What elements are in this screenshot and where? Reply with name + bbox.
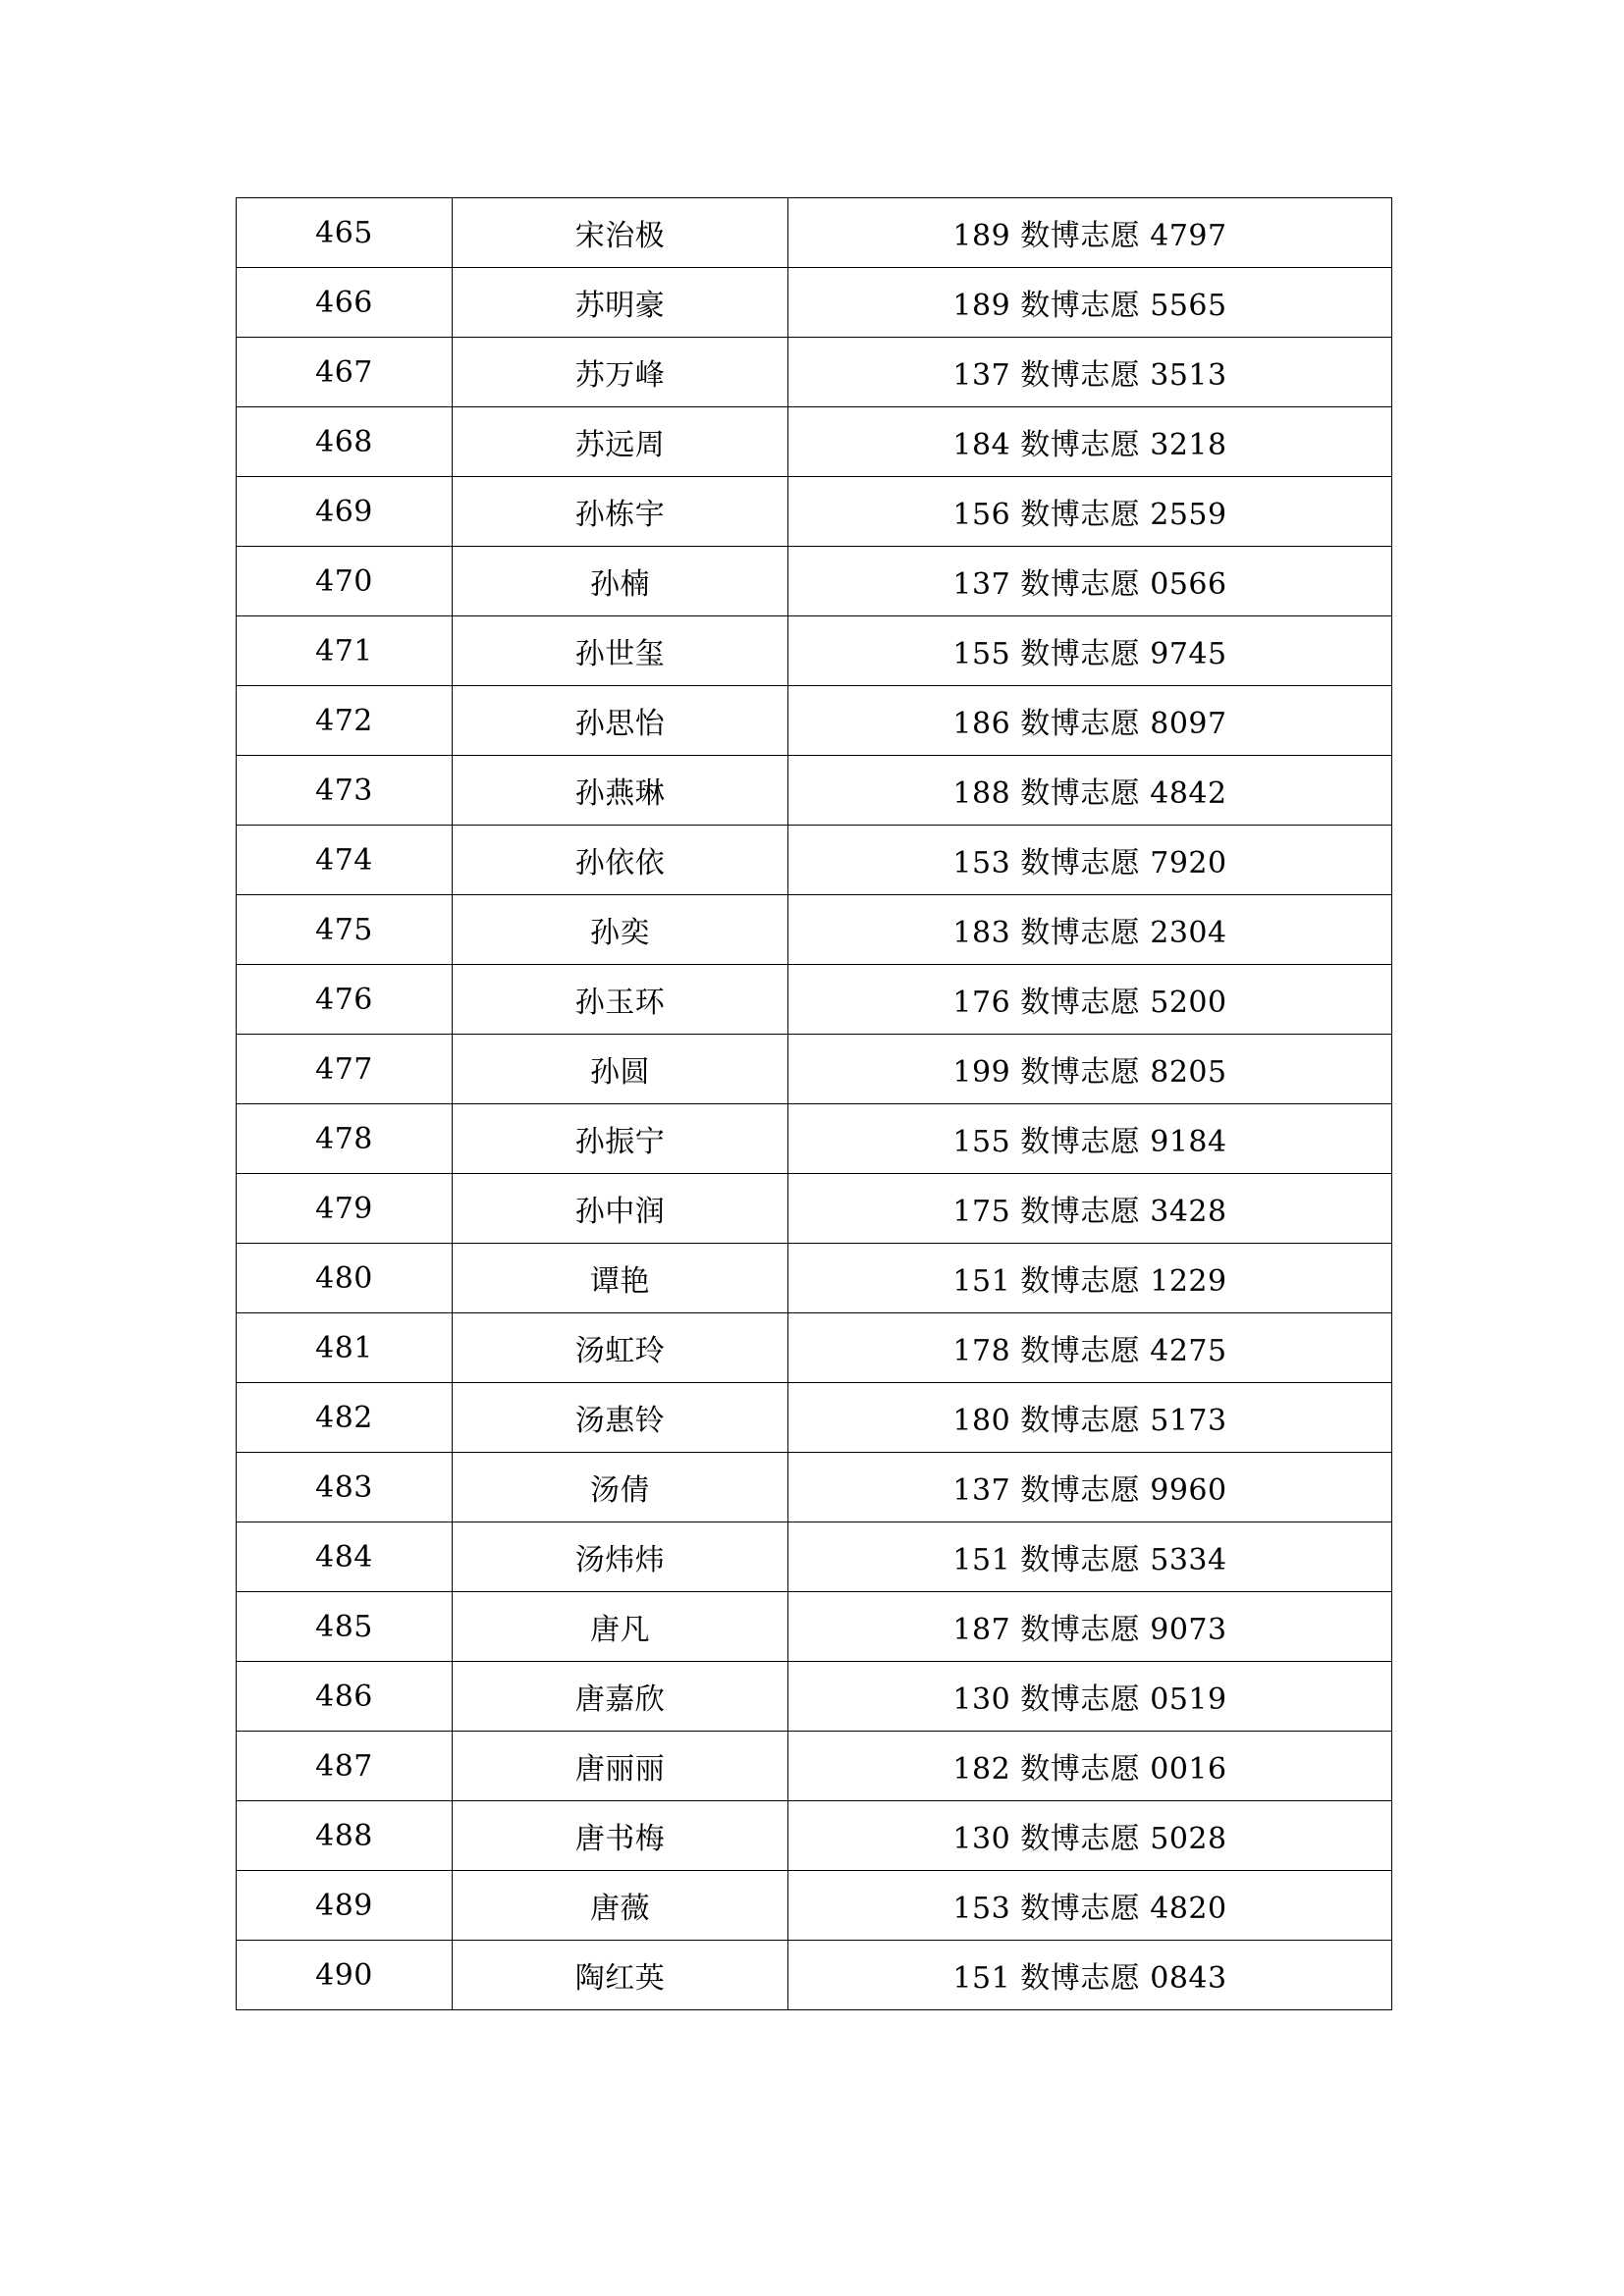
volunteer-name: 汤惠铃 bbox=[453, 1383, 788, 1453]
volunteer-code: 151 数博志愿 0843 bbox=[788, 1941, 1392, 2010]
table-row bbox=[237, 1941, 1392, 2010]
volunteer-code: 186 数博志愿 8097 bbox=[788, 686, 1392, 756]
volunteer-code: 189 数博志愿 5565 bbox=[788, 268, 1392, 338]
row-number: 479 bbox=[237, 1174, 453, 1244]
row-number: 471 bbox=[237, 616, 453, 686]
row-number: 489 bbox=[237, 1871, 453, 1941]
volunteer-name: 孙中润 bbox=[453, 1174, 788, 1244]
row-number: 472 bbox=[237, 686, 453, 756]
volunteer-name: 唐薇 bbox=[453, 1871, 788, 1941]
row-number: 480 bbox=[237, 1244, 453, 1313]
volunteer-name: 苏万峰 bbox=[453, 338, 788, 407]
row-number: 484 bbox=[237, 1522, 453, 1592]
volunteer-name: 汤虹玲 bbox=[453, 1313, 788, 1383]
table-row bbox=[237, 1453, 1392, 1522]
volunteer-code: 137 数博志愿 0566 bbox=[788, 547, 1392, 616]
volunteer-name: 孙燕琳 bbox=[453, 756, 788, 826]
volunteer-code: 130 数博志愿 5028 bbox=[788, 1801, 1392, 1871]
volunteer-name: 唐嘉欣 bbox=[453, 1662, 788, 1732]
volunteer-code: 189 数博志愿 4797 bbox=[788, 198, 1392, 268]
volunteer-code: 184 数博志愿 3218 bbox=[788, 407, 1392, 477]
volunteer-code: 153 数博志愿 4820 bbox=[788, 1871, 1392, 1941]
volunteer-name: 宋治极 bbox=[453, 198, 788, 268]
volunteer-name: 唐书梅 bbox=[453, 1801, 788, 1871]
volunteer-code: 180 数博志愿 5173 bbox=[788, 1383, 1392, 1453]
row-number: 488 bbox=[237, 1801, 453, 1871]
volunteer-name: 孙圆 bbox=[453, 1035, 788, 1104]
volunteer-name: 孙依依 bbox=[453, 826, 788, 895]
row-number: 477 bbox=[237, 1035, 453, 1104]
table-row bbox=[237, 1383, 1392, 1453]
row-number: 470 bbox=[237, 547, 453, 616]
volunteer-code: 183 数博志愿 2304 bbox=[788, 895, 1392, 965]
row-number: 486 bbox=[237, 1662, 453, 1732]
row-number: 490 bbox=[237, 1941, 453, 2010]
row-number: 476 bbox=[237, 965, 453, 1035]
table-row bbox=[237, 407, 1392, 477]
volunteer-code: 151 数博志愿 5334 bbox=[788, 1522, 1392, 1592]
volunteer-name: 孙玉环 bbox=[453, 965, 788, 1035]
volunteer-code: 199 数博志愿 8205 bbox=[788, 1035, 1392, 1104]
volunteer-code: 178 数博志愿 4275 bbox=[788, 1313, 1392, 1383]
row-number: 473 bbox=[237, 756, 453, 826]
volunteer-code: 156 数博志愿 2559 bbox=[788, 477, 1392, 547]
table-row bbox=[237, 1035, 1392, 1104]
table-row bbox=[237, 1174, 1392, 1244]
row-number: 468 bbox=[237, 407, 453, 477]
table-body bbox=[237, 198, 1392, 2010]
volunteer-code: 176 数博志愿 5200 bbox=[788, 965, 1392, 1035]
row-number: 483 bbox=[237, 1453, 453, 1522]
volunteer-code: 153 数博志愿 7920 bbox=[788, 826, 1392, 895]
volunteer-code: 175 数博志愿 3428 bbox=[788, 1174, 1392, 1244]
table-row bbox=[237, 1313, 1392, 1383]
row-number: 481 bbox=[237, 1313, 453, 1383]
table-row bbox=[237, 547, 1392, 616]
row-number: 466 bbox=[237, 268, 453, 338]
table-row bbox=[237, 1592, 1392, 1662]
volunteer-name: 孙栋宇 bbox=[453, 477, 788, 547]
table-row bbox=[237, 616, 1392, 686]
row-number: 475 bbox=[237, 895, 453, 965]
volunteer-name: 孙振宁 bbox=[453, 1104, 788, 1174]
volunteer-name: 汤倩 bbox=[453, 1453, 788, 1522]
table-row bbox=[237, 1522, 1392, 1592]
row-number: 467 bbox=[237, 338, 453, 407]
volunteer-code: 182 数博志愿 0016 bbox=[788, 1732, 1392, 1801]
volunteer-name: 汤炜炜 bbox=[453, 1522, 788, 1592]
volunteer-name: 孙世玺 bbox=[453, 616, 788, 686]
volunteer-code: 137 数博志愿 9960 bbox=[788, 1453, 1392, 1522]
volunteer-code: 151 数博志愿 1229 bbox=[788, 1244, 1392, 1313]
table-row bbox=[237, 268, 1392, 338]
volunteer-table bbox=[236, 197, 1392, 2010]
table-row bbox=[237, 338, 1392, 407]
row-number: 482 bbox=[237, 1383, 453, 1453]
table-row bbox=[237, 198, 1392, 268]
table-row bbox=[237, 1104, 1392, 1174]
table-row bbox=[237, 1801, 1392, 1871]
table-row bbox=[237, 1732, 1392, 1801]
volunteer-name: 苏明豪 bbox=[453, 268, 788, 338]
volunteer-name: 孙奕 bbox=[453, 895, 788, 965]
volunteer-name: 孙楠 bbox=[453, 547, 788, 616]
table-row bbox=[237, 1871, 1392, 1941]
volunteer-code: 155 数博志愿 9184 bbox=[788, 1104, 1392, 1174]
table-row bbox=[237, 965, 1392, 1035]
row-number: 469 bbox=[237, 477, 453, 547]
table-row bbox=[237, 686, 1392, 756]
volunteer-code: 188 数博志愿 4842 bbox=[788, 756, 1392, 826]
row-number: 478 bbox=[237, 1104, 453, 1174]
row-number: 487 bbox=[237, 1732, 453, 1801]
table-row bbox=[237, 895, 1392, 965]
volunteer-name: 陶红英 bbox=[453, 1941, 788, 2010]
row-number: 485 bbox=[237, 1592, 453, 1662]
table-row bbox=[237, 826, 1392, 895]
table-row bbox=[237, 756, 1392, 826]
volunteer-code: 130 数博志愿 0519 bbox=[788, 1662, 1392, 1732]
row-number: 465 bbox=[237, 198, 453, 268]
volunteer-code: 155 数博志愿 9745 bbox=[788, 616, 1392, 686]
volunteer-name: 唐丽丽 bbox=[453, 1732, 788, 1801]
table-row bbox=[237, 1662, 1392, 1732]
volunteer-code: 187 数博志愿 9073 bbox=[788, 1592, 1392, 1662]
volunteer-name: 孙思怡 bbox=[453, 686, 788, 756]
volunteer-code: 137 数博志愿 3513 bbox=[788, 338, 1392, 407]
volunteer-name: 苏远周 bbox=[453, 407, 788, 477]
volunteer-name: 谭艳 bbox=[453, 1244, 788, 1313]
table-row bbox=[237, 1244, 1392, 1313]
row-number: 474 bbox=[237, 826, 453, 895]
volunteer-name: 唐凡 bbox=[453, 1592, 788, 1662]
table-row bbox=[237, 477, 1392, 547]
